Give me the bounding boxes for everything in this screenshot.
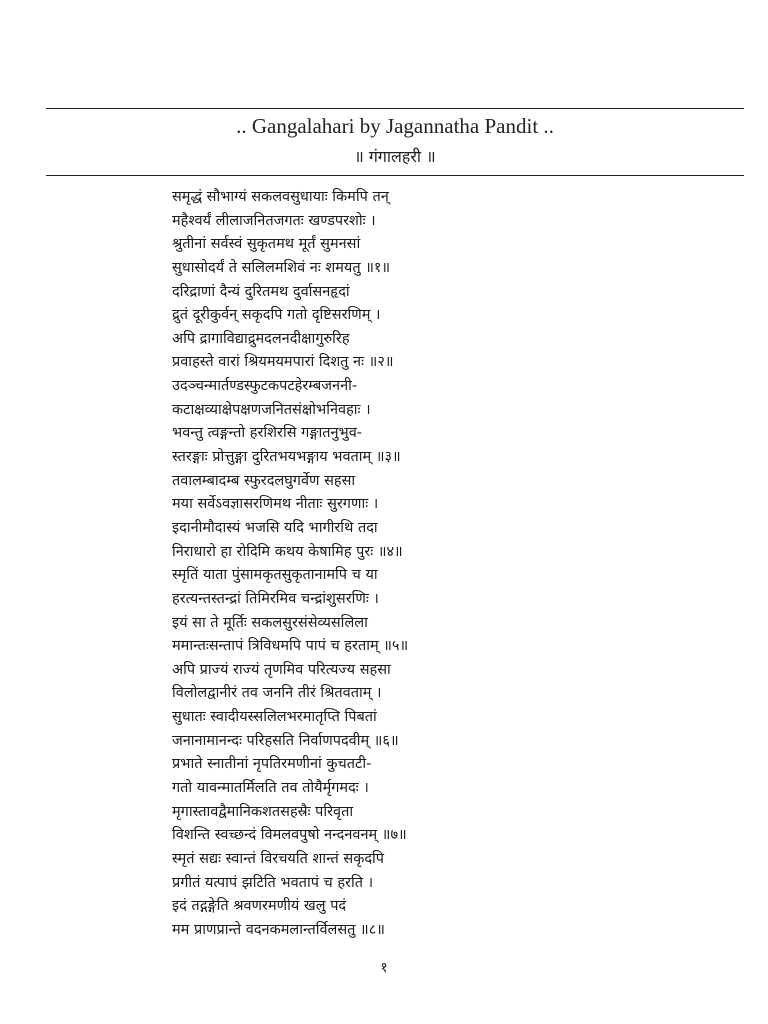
verse-line: मम प्राणप्रान्ते वदनकमलान्तर्विलसतु ॥८॥ — [172, 921, 385, 938]
verse-line: विलोलद्वानीरं तव जननि तीरं श्रितवताम् । — [172, 685, 382, 702]
verse-line: इयं सा ते मूर्तिः सकलसुरसंसेव्यसलिला — [172, 614, 368, 631]
verse-block — [172, 186, 732, 943]
verse-line: समृद्धं सौभाग्यं सकलवसुधायाः किमपि तन् — [172, 189, 389, 205]
verse-line: मया सर्वेऽवज्ञासरणिमथ नीताः सुरगणाः । — [172, 496, 379, 513]
verse-line: जनानामानन्दः परिहसति निर्वाणपदवीम् ॥६॥ — [172, 732, 399, 749]
verse-line: इदानीमौदास्यं भजसि यदि भागीरथि तदा — [172, 519, 378, 536]
verse-line: अपि प्राज्यं राज्यं तृणमिव परित्यज्य सहसा — [172, 661, 391, 678]
verse-line: कटाक्षव्याक्षेपक्षणजनितसंक्षोभनिवहाः । — [172, 401, 371, 418]
document-subtitle: ॥ गंगालहरी ॥ — [354, 147, 436, 166]
verse-line: निराधारो हा रोदिमि कथय केषामिह पुरः ॥४॥ — [172, 543, 403, 560]
verse-line: प्रगीतं यत्पापं झटिति भवतापं च हरति । — [172, 874, 374, 891]
verse-line: प्रवाहस्ते वारां श्रियमयमपारां दिशतु नः ॥२॥ — [172, 354, 394, 371]
bottom-rule — [46, 175, 744, 176]
verse-line: विशन्ति स्वच्छन्दं विमलवपुषो नन्दनवनम् ॥७॥ — [172, 827, 407, 844]
verse-line: तवालम्बादम्ब स्फुरदलघुगर्वेण सहसा — [172, 472, 356, 489]
verse-line: ममान्तःसन्तापं त्रिविधमपि पापं च हरताम् ॥५॥ — [172, 638, 409, 655]
page-number: १ — [380, 960, 388, 976]
verse-line: दरिद्राणां दैन्यं दुरितमथ दुर्वासनहृदां — [172, 283, 350, 300]
verse-line: हरत्यन्तस्तन्द्रां तिमिरमिव चन्द्रांशुसरणिः । — [172, 590, 379, 607]
verse-line: महैश्वर्यं लीलाजनितजगतः खण्डपरशोः । — [172, 212, 376, 229]
verse-line: श्रुतीनां सर्वस्वं सुकृतमथ मूर्तं सुमनसां — [172, 236, 361, 253]
verse-line: गतो यावन्मातर्मिलति तव तोयैर्मृगमदः । — [172, 780, 369, 797]
verse-line: स्मृतिं याता पुंसामकृतसुकृतानामपि च या — [172, 567, 378, 584]
verse-line: स्मृतं सद्यः स्वान्तं विरचयति शान्तं सकृदपि — [172, 850, 385, 867]
verse-line: भवन्तु त्वङ्गन्तो हरशिरसि गङ्गातनुभुव- — [172, 425, 363, 442]
verse-line: इदं तद्गङ्गेति श्रवणरमणीयं खलु पदं — [172, 898, 347, 915]
top-rule — [46, 108, 744, 109]
document-title: .. Gangalahari by Jagannatha Pandit .. — [236, 114, 554, 138]
verse-line: अपि द्रागाविद्याद्रुमदलनदीक्षागुरुरिह — [172, 330, 350, 347]
verse-line: प्रभाते स्नातीनां नृपतिरमणीनां कुचतटी- — [172, 756, 372, 773]
verse-line: सुधासोदर्यं ते सलिलमशिवं नः शमयतु ॥१॥ — [172, 259, 391, 276]
verse-line: द्रुतं दूरीकुर्वन् सकृदपि गतो दृष्टिसरणिम् । — [172, 307, 381, 324]
verse-line: स्तरङ्गाः प्रोत्तुङ्गा दुरितभयभङ्गाय भवताम् ॥३॥ — [172, 449, 401, 466]
verse-line: सुधातः स्वादीयस्सलिलभरमातृप्ति पिबतां — [172, 709, 377, 726]
verse-line: उदञ्चन्मार्तण्डस्फुटकपटहेरम्बजननी- — [172, 378, 358, 395]
verse-line: मृगास्तावद्वैमानिकशतसहस्रैः परिवृता — [172, 803, 354, 820]
